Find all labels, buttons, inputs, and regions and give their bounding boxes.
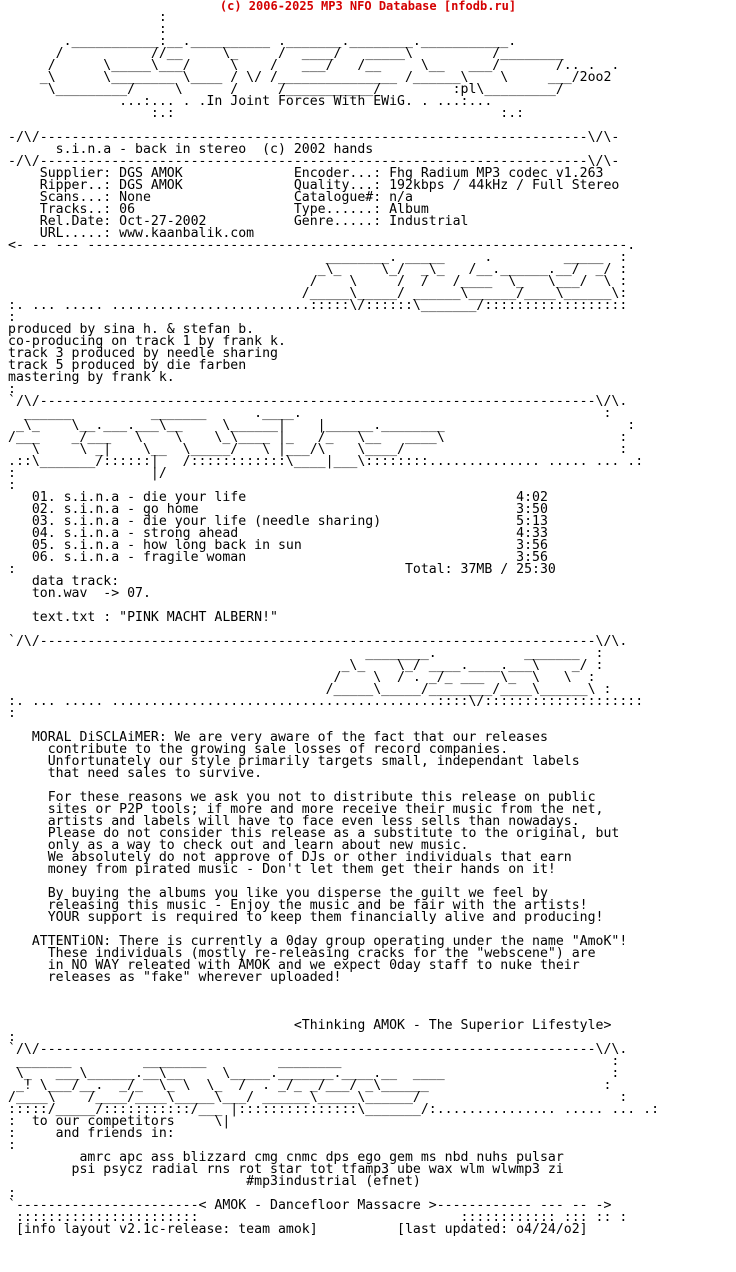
nfo-text: : : .___________:__.__________ ._______.________.___________. / //__ \_ / ____/ _____\ /________ / \_____\___/ \ / ___/ /__ \__ ___/ /.. . . _\ \________ \____ / \/ /_______________ /______\ \ ___/2oo2 \_________/ \ / /___________/ :pl\_________/ ...:... . .In Joint Forces With EWiG. . ...:... :.: :.: -/\/---------------------------------------------------------------------\/\- s.i.n.a - back in stereo (c) 2002 hands -/\/---------------------------------------------------------------------\/\- Supplier: DGS AMOK Encoder...: Fhg Radium MP3 codec v1.263 Ripper..: DGS AMOK Quality...: 192kbps / 44kHz / Full Stereo Scans...: None Catalogue#: n/a Tracks..: 06 Type......: Album Rel.Date: Oct-27-2002 Genre.....: Industrial URL.....: www.kaanbalik.com <- -- --- --------------------------------------------------------------------. ________. _____ . _____ : _\_ \_/ _\_ /__.______.__/ _/ : / \ / / /____ \_ \___/ \ : /_____\_____/ ______\______/____\______\: :. ... ..... .........................:::::\/::::::\_______/:::::::::::::::::: : produced by sina h. & stefan b. co-producing on track 1 by frank k. track 3 produced by needle sharing track 5 produced by die farben mastering by frank k. : `/\/----------------------------------------------------------------------\/\. ______ _______ .____. : _\_ \__.___.___\__ \______| |______.________ : /___ _/___ \ \ \_\____ |_ /_ \__ ____\ : \ \ _| \__ \_____/ \ |___/\ \____/ : .::\_______/::::::| /::::::::::::\____|___\::::::::.............. ..... ... .: : |/ : 01. s.i.n.a - die your life 4:02 02. s.i.n.a - go home 3:50 03. s.i.n.a - die your life (needle sharing) 5:13 04. s.i.n.a - strong ahead 4:33 05. s.i.n.a - how long back in sun 3:56 06. s.i.n.a - fragile woman 3:56 : Total: 37MB / 25:30 data track: ton.wav -> 07. text.txt : "PINK MACHT ALBERN!" `/\/----------------------------------------------------------------------\/\. ________. _______ : _\_ \_/ ____.____.___\ _/ : / \ / . _/_ ___ \_ \ \ : /_____\_____/________/____\______\ : :. ... ..... .........................................::::\/:::::::::::::::::::: : MORAL DiSCLAiMER: We are very aware of the fact that our releases contribute to the growing sale losses of record companies. Unfortunately our style primarily targets small, independant labels that need sales to survive. For these reasons we ask you not to distribute this release on public sites or P2P tools; if more and more receive their music from the net, artists and labels will have to face even less sells than nowadays. Please do not consider this release as a substitute to the original, but only as a way to check out and learn about new music. We absolutely do not approve of DJs or other individuals that earn money from pirated music - Don't let them get their hands on it! By buying the albums you like you disperse the guilt we feel by releasing this music - Enjoy the music and be fair with the artists! YOUR support is required to keep them financially alive and producing! ATTENTiON: There is currently a 0day group operating under the name "AmoK"! These individuals (mostly re-releasing cracks for the "webscene") are in NO WAY releated with AMOK and we expect 0day staff to nuke their releases as "fake" wherever uploaded! <Thinking AMOK - The Superior Lifestyle> : `/\/----------------------------------------------------------------------\/\. _______ ________ ________ : \_ ___\______.__\__ \_____._______.____.__ ____ : _! \___/__. _/_ \_ \ \_ / . _/_ _/___/ _\______ : /____\ /____/____\_____\___/ ______\_____\______/ : :::::/_____/:::::::::::/___ |:::::::::::::::\_______/:............... ..... ... .: : to our competitors \| : and friends in: : amrc apc ass blizzard cmg cnmc dps ego gem ms nbd nuhs pulsar psi psycz radial rns rot star tot tfamp3 ube wax wlm wlwmp3 zi #mp3industrial (efnet) : `-----------------------< AMOK - Dancefloor Massacre >------------ --- -- -> ::::::::::::::::::::::: :::::::::::: ::: :: : [info layout v2.1c-release: team amok] [last updated: o4/24/o2] [8,10,660,1237]
site-header: (c) 2006-2025 MP3 NFO Database [nfodb.ru] [219,0,517,13]
